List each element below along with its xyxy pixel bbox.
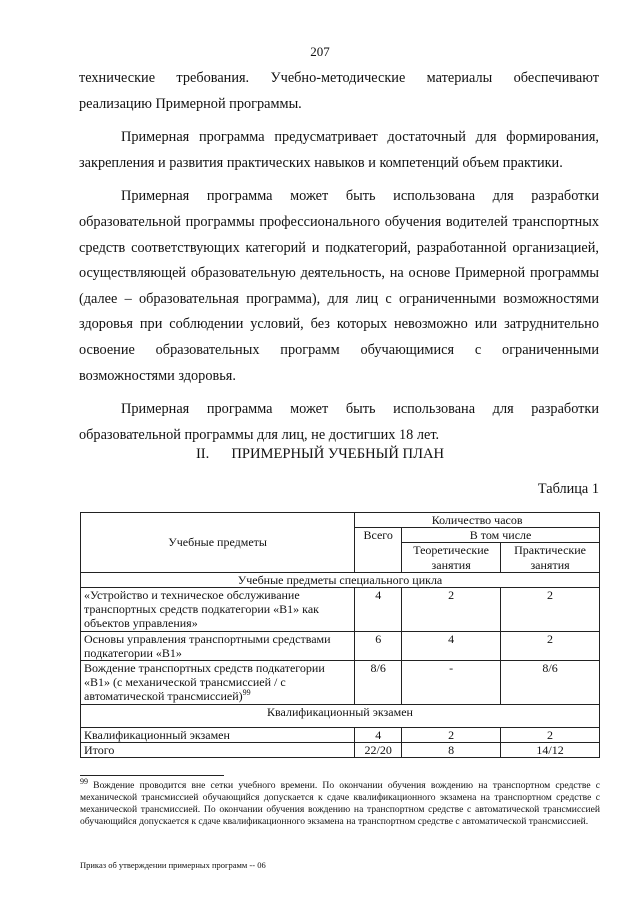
curriculum-table [80,512,600,758]
row-theory: 4 [402,631,501,660]
table-row [81,661,600,705]
table-total-row [81,742,600,757]
footnote-divider [80,775,224,776]
page-footer: Приказ об утверждении примерных программ -- 06 [80,860,266,870]
paragraph-1: технические требования. Учебно-методические материалы обеспечивают реализацию Примерной программы. [79,70,599,112]
header-subjects: Учебные предметы [81,513,355,573]
section-exam: Квалификационный экзамен [81,704,600,727]
total-name: Итого [81,742,355,757]
row-subject-name: Вождение транспортных средств подкатегории «В1» (с механической трансмиссией / с автоматической трансмиссией) [84,661,325,704]
total-theory: 8 [402,742,501,757]
page-number: 207 [310,44,330,59]
section-number: II. [195,446,210,462]
exam-name: Квалификационный экзамен [81,727,355,742]
row-total: 8/6 [355,661,402,705]
paragraph-2: Примерная программа предусматривает достаточный для формирования, закрепления и развития практических навыков и компетенций объем практики. [79,129,599,171]
header-including: В том числе [402,528,600,543]
row-theory: 2 [402,588,501,632]
paragraph-3: Примерная программа может быть использована для разработки образовательной программы профессионального обучения водителей транспортных средств соответствующих категорий и подкатегорий, разработанной организацией, осуществляющей образовательную деятельность, на основе Примерной программы (далее – образовательная программа), для лиц с ограниченными возможностями здоровья при соблюдении условий, без которых невозможно или затруднительно освоение образовательных программ обучающимися с ограниченными возможностями здоровья. [79,188,599,384]
row-practice: 8/6 [501,661,600,705]
table-section-row [81,572,600,587]
row-practice: 2 [501,631,600,660]
row-theory: - [402,661,501,705]
section-special-cycle: Учебные предметы специального цикла [81,572,600,587]
row-practice: 2 [501,588,600,632]
footnote-reference: 99 [242,688,251,698]
row-subject-name: «Устройство и техническое обслуживание транспортных средств подкатегории «В1» как объектов управления» [81,588,355,632]
table-label: Таблица 1 [537,481,599,497]
total-hours: 22/20 [355,742,402,757]
header-practice: Практические занятия [501,543,600,572]
header-total: Всего [355,528,402,573]
row-total: 4 [355,588,402,632]
table-header-row [81,513,600,528]
total-practice: 14/12 [501,742,600,757]
row-subject-name: Основы управления транспортными средствами подкатегории «В1» [81,631,355,660]
exam-theory: 2 [402,727,501,742]
header-theory: Теоретические занятия [402,543,501,572]
paragraph-4: Примерная программа может быть использована для разработки образовательной программы для лиц, не достигших 18 лет. [79,401,599,443]
exam-total: 4 [355,727,402,742]
footnote-text: Вождение проводится вне сетки учебного времени. По окончании обучения вождению на транспортном средстве с механической трансмиссией обучающийся допускается к сдаче квалификационного экзамена на транспортном средстве с механической трансмиссией. По окончании обучения вождению на транспортном средстве с автоматической трансмиссией обучающийся допускается к сдаче квалификационного экзамена на транспортном средстве с автоматической трансмиссией. [80,780,600,827]
table-row [81,727,600,742]
table-section-row [81,704,600,727]
body-text [79,66,599,448]
section-heading [0,446,640,463]
exam-practice: 2 [501,727,600,742]
table-row [81,588,600,632]
section-title: ПРИМЕРНЫЙ УЧЕБНЫЙ ПЛАН [231,446,445,462]
table-row [81,631,600,660]
header-hours: Количество часов [355,513,600,528]
footnote [80,776,600,828]
footnote-mark: 99 [80,776,88,786]
row-subject-cell [81,661,355,705]
row-total: 6 [355,631,402,660]
